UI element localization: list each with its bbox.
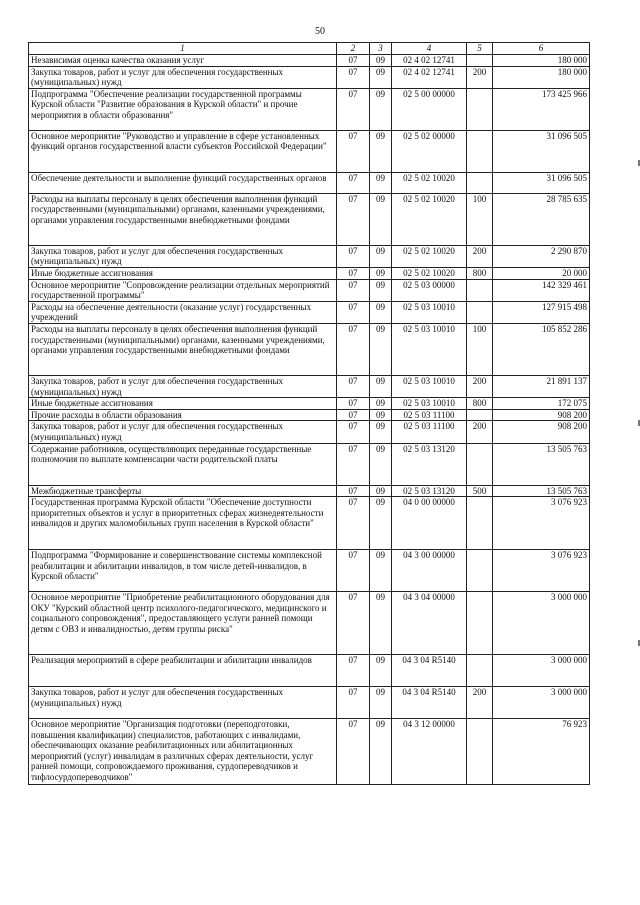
row-name: Закупка товаров, работ и услуг для обеспечения государственных (муниципальных) нужд [29, 66, 337, 88]
table-row [29, 66, 590, 88]
row-name: Иные бюджетные ассигнования [29, 398, 337, 410]
row-amount: 180 000 [493, 66, 590, 88]
row-target-item: 02 5 03 11100 [392, 409, 467, 421]
row-amount: 173 425 966 [493, 88, 590, 130]
table-row [29, 443, 590, 485]
row-section: 07 [337, 497, 370, 550]
row-name: Содержание работников, осуществляющих переданные государственные полномочия по выплате компенсации части родительской платы [29, 443, 337, 485]
row-expense-type: 800 [467, 267, 493, 279]
row-section: 07 [337, 267, 370, 279]
row-amount: 3 076 923 [493, 550, 590, 592]
row-name: Межбюджетные трансферты [29, 485, 337, 497]
row-expense-type: 200 [467, 421, 493, 443]
row-amount: 13 505 763 [493, 485, 590, 497]
row-target-item: 04 3 04 R5140 [392, 655, 467, 687]
row-section: 07 [337, 719, 370, 785]
row-subsection: 09 [370, 592, 392, 655]
row-target-item: 02 5 03 13120 [392, 485, 467, 497]
row-name: Основное мероприятие "Приобретение реабилитационного оборудования для ОКУ "Курский областной центр психолого-педагогического, медицинского и социального сопровождения", предоставляющего услуги ранней помощи детям с ОВЗ и инвалидностью, детям группы риска" [29, 592, 337, 655]
row-subsection: 09 [370, 55, 392, 67]
row-subsection: 09 [370, 375, 392, 397]
row-subsection: 09 [370, 719, 392, 785]
row-name: Расходы на выплаты персоналу в целях обеспечения выполнения функций государственными (муниципальными) органами, казенными учреждениями, органами управления государственными внебюджетными фондами [29, 193, 337, 245]
row-section: 07 [337, 398, 370, 410]
row-section: 07 [337, 172, 370, 193]
page-number: 50 [315, 26, 325, 37]
row-subsection: 09 [370, 687, 392, 719]
row-name: Основное мероприятие "Руководство и управление в сфере установленных функций органов государственной власти субъектов Российской Федерации" [29, 130, 337, 172]
row-name: Закупка товаров, работ и услуг для обеспечения государственных (муниципальных) нужд [29, 421, 337, 443]
row-subsection: 09 [370, 323, 392, 375]
row-expense-type [467, 55, 493, 67]
row-amount: 21 891 137 [493, 375, 590, 397]
row-section: 07 [337, 301, 370, 323]
row-amount: 142 329 461 [493, 279, 590, 301]
row-subsection: 09 [370, 497, 392, 550]
row-name: Государственная программа Курской области "Обеспечение доступности приоритетных объектов и услуг в приоритетных сферах жизнедеятельности инвалидов и других маломобильных групп населения в Курской области" [29, 497, 337, 550]
row-amount: 2 290 870 [493, 245, 590, 267]
row-section: 07 [337, 245, 370, 267]
row-expense-type [467, 130, 493, 172]
row-target-item: 02 5 02 10020 [392, 172, 467, 193]
table-row [29, 323, 590, 375]
row-amount: 127 915 498 [493, 301, 590, 323]
table-row [29, 55, 590, 67]
header-cell: 4 [392, 43, 467, 55]
row-name: Подпрограмма "Формирование и совершенствование системы комплексной реабилитации и абилитации инвалидов, в том числе детей-инвалидов, в Курской области" [29, 550, 337, 592]
row-target-item: 02 5 02 00000 [392, 130, 467, 172]
row-name: Основное мероприятие "Организация подготовки (переподготовки, повышения квалификации) специалистов, работающих с инвалидами, обеспечивающих оказание реабилитационных или абилитационных мероприятий (услуг) инвалидам в различных сферах деятельности, услуг ранней помощи, сопровождаемого проживания, сурдопереводчиков и тифлосурдопереводчиков" [29, 719, 337, 785]
row-section: 07 [337, 130, 370, 172]
row-amount: 76 923 [493, 719, 590, 785]
row-target-item: 04 3 04 00000 [392, 592, 467, 655]
row-target-item: 02 5 03 10010 [392, 323, 467, 375]
row-target-item: 02 5 03 00000 [392, 279, 467, 301]
row-amount: 908 200 [493, 409, 590, 421]
row-section: 07 [337, 687, 370, 719]
row-amount: 3 000 000 [493, 655, 590, 687]
row-expense-type [467, 301, 493, 323]
row-amount: 28 785 635 [493, 193, 590, 245]
row-target-item: 02 5 00 00000 [392, 88, 467, 130]
row-subsection: 09 [370, 485, 392, 497]
table-row [29, 193, 590, 245]
row-expense-type [467, 279, 493, 301]
row-name: Расходы на выплаты персоналу в целях обеспечения выполнения функций государственными (муниципальными) органами, казенными учреждениями, органами управления государственными внебюджетными фондами [29, 323, 337, 375]
row-target-item: 02 5 03 10010 [392, 375, 467, 397]
row-expense-type [467, 409, 493, 421]
row-subsection: 09 [370, 267, 392, 279]
row-amount: 31 096 505 [493, 130, 590, 172]
row-name: Реализация мероприятий в сфере реабилитации и абилитации инвалидов [29, 655, 337, 687]
row-target-item: 02 4 02 12741 [392, 55, 467, 67]
table-row [29, 130, 590, 172]
row-target-item: 04 3 04 R5140 [392, 687, 467, 719]
row-name: Закупка товаров, работ и услуг для обеспечения государственных (муниципальных) нужд [29, 687, 337, 719]
row-subsection: 09 [370, 398, 392, 410]
row-amount: 3 000 000 [493, 592, 590, 655]
table-row [29, 719, 590, 785]
table-row [29, 421, 590, 443]
header-cell: 2 [337, 43, 370, 55]
table-row [29, 592, 590, 655]
row-expense-type: 200 [467, 245, 493, 267]
row-target-item: 04 3 00 00000 [392, 550, 467, 592]
table-row [29, 687, 590, 719]
row-name: Закупка товаров, работ и услуг для обеспечения государственных (муниципальных) нужд [29, 375, 337, 397]
row-subsection: 09 [370, 443, 392, 485]
row-expense-type [467, 719, 493, 785]
row-expense-type: 200 [467, 687, 493, 719]
row-expense-type: 200 [467, 66, 493, 88]
row-subsection: 09 [370, 172, 392, 193]
row-target-item: 02 5 03 10010 [392, 398, 467, 410]
row-subsection: 09 [370, 421, 392, 443]
row-expense-type: 500 [467, 485, 493, 497]
row-name: Подпрограмма "Обеспечение реализации государственной программы Курской области "Развитие образования в Курской области" и прочие мероприятия в области образования" [29, 88, 337, 130]
table-row [29, 88, 590, 130]
row-section: 07 [337, 193, 370, 245]
row-section: 07 [337, 88, 370, 130]
row-target-item: 02 5 02 10020 [392, 245, 467, 267]
row-expense-type [467, 655, 493, 687]
row-subsection: 09 [370, 409, 392, 421]
row-name: Прочие расходы в области образования [29, 409, 337, 421]
row-subsection: 09 [370, 245, 392, 267]
row-section: 07 [337, 485, 370, 497]
row-amount: 908 200 [493, 421, 590, 443]
row-amount: 3 076 923 [493, 497, 590, 550]
table-row [29, 172, 590, 193]
table-row [29, 267, 590, 279]
row-target-item: 04 0 00 00000 [392, 497, 467, 550]
header-cell: 3 [370, 43, 392, 55]
row-expense-type [467, 592, 493, 655]
row-subsection: 09 [370, 279, 392, 301]
row-subsection: 09 [370, 193, 392, 245]
row-expense-type [467, 172, 493, 193]
row-expense-type: 800 [467, 398, 493, 410]
table-row [29, 245, 590, 267]
row-amount: 180 000 [493, 55, 590, 67]
row-target-item: 02 5 03 13120 [392, 443, 467, 485]
row-target-item: 04 3 12 00000 [392, 719, 467, 785]
header-row [29, 43, 590, 55]
row-section: 07 [337, 655, 370, 687]
table-row [29, 279, 590, 301]
row-name: Основное мероприятие "Сопровождение реализации отдельных мероприятий государственной программы" [29, 279, 337, 301]
row-section: 07 [337, 550, 370, 592]
table-row [29, 301, 590, 323]
row-target-item: 02 5 03 10010 [392, 301, 467, 323]
row-expense-type [467, 88, 493, 130]
table-row [29, 485, 590, 497]
row-section: 07 [337, 421, 370, 443]
row-subsection: 09 [370, 301, 392, 323]
row-target-item: 02 4 02 12741 [392, 66, 467, 88]
row-amount: 20 000 [493, 267, 590, 279]
header-cell: 1 [29, 43, 337, 55]
row-expense-type [467, 550, 493, 592]
row-subsection: 09 [370, 130, 392, 172]
row-expense-type: 100 [467, 193, 493, 245]
row-section: 07 [337, 409, 370, 421]
row-target-item: 02 5 02 10020 [392, 193, 467, 245]
row-target-item: 02 5 03 11100 [392, 421, 467, 443]
table-row [29, 655, 590, 687]
row-name: Закупка товаров, работ и услуг для обеспечения государственных (муниципальных) нужд [29, 245, 337, 267]
row-name: Независимая оценка качества оказания услуг [29, 55, 337, 67]
row-name: Расходы на обеспечение деятельности (оказание услуг) государственных учреждений [29, 301, 337, 323]
table-row [29, 409, 590, 421]
row-name: Иные бюджетные ассигнования [29, 267, 337, 279]
row-name: Обеспечение деятельности и выполнение функций государственных органов [29, 172, 337, 193]
row-section: 07 [337, 55, 370, 67]
row-subsection: 09 [370, 550, 392, 592]
row-subsection: 09 [370, 88, 392, 130]
row-amount: 172 075 [493, 398, 590, 410]
row-expense-type: 100 [467, 323, 493, 375]
row-section: 07 [337, 66, 370, 88]
header-cell: 6 [493, 43, 590, 55]
header-cell: 5 [467, 43, 493, 55]
row-amount: 13 505 763 [493, 443, 590, 485]
table-row [29, 398, 590, 410]
row-subsection: 09 [370, 655, 392, 687]
table-row [29, 497, 590, 550]
row-subsection: 09 [370, 66, 392, 88]
row-section: 07 [337, 375, 370, 397]
table-row [29, 550, 590, 592]
row-amount: 31 096 505 [493, 172, 590, 193]
row-amount: 105 852 286 [493, 323, 590, 375]
budget-table [28, 42, 590, 785]
row-section: 07 [337, 323, 370, 375]
row-expense-type [467, 443, 493, 485]
row-section: 07 [337, 443, 370, 485]
row-section: 07 [337, 279, 370, 301]
row-expense-type [467, 497, 493, 550]
table-row [29, 375, 590, 397]
row-target-item: 02 5 02 10020 [392, 267, 467, 279]
row-amount: 3 000 000 [493, 687, 590, 719]
row-section: 07 [337, 592, 370, 655]
row-expense-type: 200 [467, 375, 493, 397]
